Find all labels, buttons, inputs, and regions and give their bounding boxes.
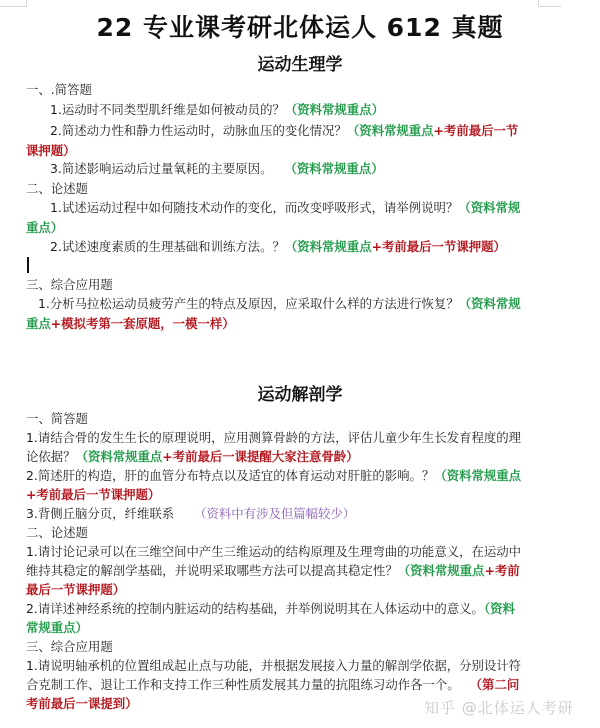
question-text: 合克制工作、退让工作和支持工作三种性质发展其力量的抗阻练习动作各一个。: [26, 677, 460, 692]
tag-key-point: （资料常规重点）: [284, 161, 384, 176]
question-line: [26, 429, 521, 447]
question-line: [50, 160, 384, 178]
tag-key-point: （资料常规: [458, 296, 521, 311]
tag-predicted: 课押题）: [26, 143, 76, 158]
section-heading: 三、综合应用题: [26, 277, 113, 292]
section-heading: 一、简答题: [26, 411, 88, 426]
question-text: 2.请详述神经系统的控制内脏运动的结构基础，并举例说明其在人体运动中的意义。: [26, 601, 484, 616]
question-text: 1.请说明轴承机的位置组成起止点与功能，并根据发展接入力量的解剖学依据，分别设计符: [26, 658, 522, 673]
tag-minor-coverage: （资料中有涉及但篇幅较少）: [194, 506, 356, 521]
tag-key-point: （资料常规重点: [75, 449, 163, 464]
question-line-continued: [26, 619, 88, 637]
question-line-continued: [26, 219, 63, 237]
question-line: [26, 600, 515, 618]
question-line: [26, 505, 355, 523]
question-text: 维持其稳定的解剖学基础，并说明采取哪些方法可以提高其稳定性？: [26, 563, 398, 578]
tag-predicted: （第二问: [469, 677, 520, 692]
question-text: 2.简述肝的构造，肝的血管分布特点以及适宜的体育运动对肝脏的影响。？: [26, 468, 435, 483]
tag-predicted: +考前最后一节课押题）: [371, 239, 506, 254]
question-line: [50, 101, 384, 119]
question-text: 1.请结合骨的发生生长的原理说明，应用测算骨龄的方法，评估儿童少年生长发育程度的理: [26, 430, 522, 445]
tag-predicted: 考前最后一课提到）: [26, 696, 138, 711]
tag-key-point: （资料: [483, 601, 515, 616]
section-heading: 二、论述题: [26, 181, 88, 196]
section-heading: 三、综合应用题: [26, 639, 113, 654]
tag-predicted: +考前: [484, 563, 520, 578]
subject-title-physiology: 运动生理学: [257, 55, 343, 75]
tag-key-point: （资料常规: [458, 200, 521, 215]
question-line: [50, 122, 518, 140]
tag-key-point: （资料常规重点）: [284, 102, 384, 117]
text-cursor: [27, 257, 29, 273]
question-text: 3.简述影响运动后过量氧耗的主要原因。: [50, 161, 273, 176]
question-text: 1.运动时不同类型肌纤维是如何被动员的？: [50, 102, 285, 117]
question-line-continued: [26, 581, 125, 599]
tag-predicted: +考前最后一课提醒大家注意骨龄）: [162, 449, 359, 464]
tag-key-point: 重点: [26, 316, 51, 331]
tag-key-point: （资料常规重点: [284, 239, 372, 254]
question-line: [50, 199, 520, 217]
question-text: 2.简述动力性和静力性运动时，动脉血压的变化情况？: [50, 123, 347, 138]
question-line: [26, 543, 521, 561]
section-heading: 二、论述题: [26, 525, 88, 540]
tag-predicted: 最后一节课押题）: [26, 582, 126, 597]
subject-title-anatomy: 运动解剖学: [257, 385, 343, 405]
question-line-continued: [26, 486, 160, 504]
question-line: [38, 295, 521, 313]
question-text: 2.试述速度素质的生理基础和训练方法。？: [50, 239, 285, 254]
page-corner-mark-left: [0, 0, 27, 7]
tag-predicted: +考前最后一节课押题）: [26, 487, 161, 502]
zhihu-watermark: 知乎 @北体运人考研: [424, 699, 574, 717]
question-line: [26, 448, 359, 466]
question-text: 论依据？: [26, 449, 76, 464]
question-text: 1.分析马拉松运动员疲劳产生的特点及原因，应采取什么样的方法进行恢复？: [38, 296, 459, 311]
question-line-continued: [26, 142, 76, 160]
tag-key-point: （资料常规重点: [346, 123, 434, 138]
question-line-continued: [26, 315, 235, 333]
tag-key-point: 重点）: [26, 220, 64, 235]
question-line-continued: [26, 695, 138, 713]
question-line: [50, 238, 506, 256]
tag-predicted: +考前最后一节: [433, 123, 519, 138]
question-text: 3.背侧丘脑分页，纤维联系: [26, 506, 175, 521]
section-heading: 一、.简答题: [26, 82, 92, 97]
question-line: [26, 467, 521, 485]
tag-predicted: +模拟考第一套原题，一模一样）: [50, 316, 235, 331]
tag-key-point: （资料常规重点: [397, 563, 485, 578]
question-line: [26, 657, 521, 675]
question-line: [26, 562, 520, 580]
tag-key-point: （资料常规重点: [434, 468, 522, 483]
tag-key-point: 常规重点）: [26, 620, 88, 635]
page-corner-mark-right: [538, 0, 561, 7]
question-text: 1.试述运动过程中如何随技术动作的变化，而改变呼吸形式，请举例说明？: [50, 200, 459, 215]
question-text: 1.请讨论记录可以在三维空间中产生三维运动的结构原理及生理弯曲的功能意义，在运动中: [26, 544, 522, 559]
document-title: 22 专业课考研北体运人 612 真题: [96, 13, 504, 42]
question-line: [26, 676, 519, 694]
